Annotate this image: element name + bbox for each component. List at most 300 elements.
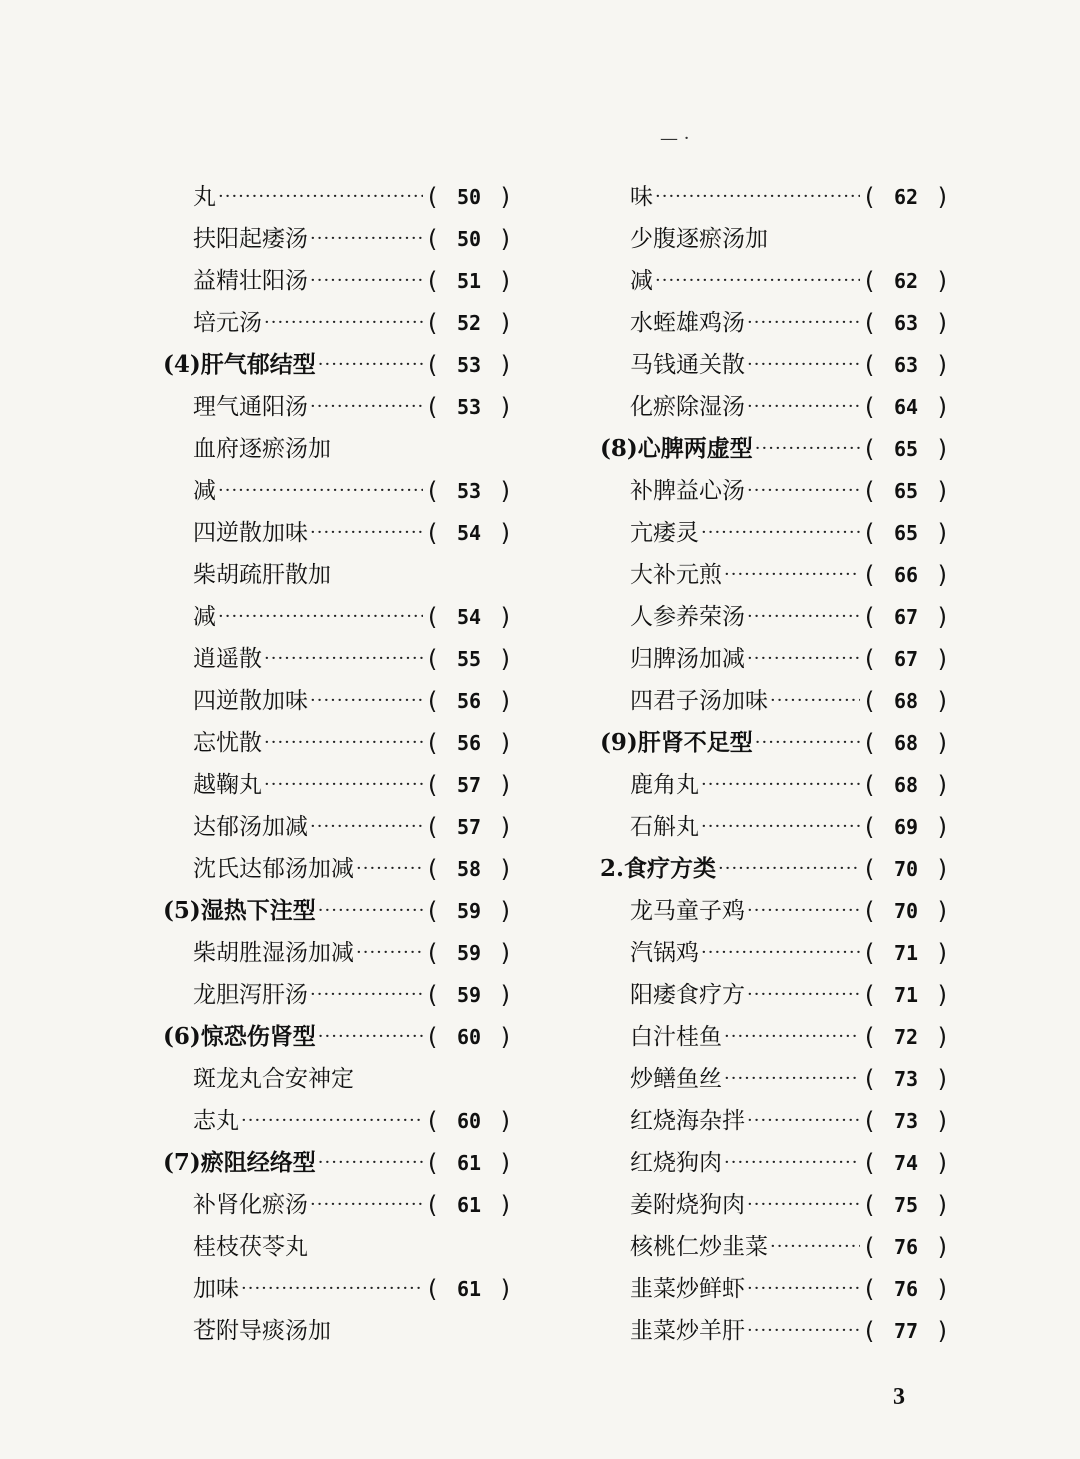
dot-leader — [747, 974, 860, 1016]
toc-entry-title: 丸 — [193, 184, 216, 210]
dot-leader — [356, 848, 423, 890]
open-paren: ( — [425, 351, 440, 379]
dot-leader — [356, 932, 423, 974]
toc-page-number: 62 — [893, 185, 919, 209]
close-paren: ) — [498, 351, 513, 379]
toc-page-number: 59 — [456, 899, 482, 923]
toc-entry — [600, 554, 950, 596]
toc-page-ref — [425, 638, 513, 680]
toc-page-number: 51 — [456, 269, 482, 293]
open-paren: ( — [862, 645, 877, 673]
dot-leader — [747, 1100, 860, 1142]
dot-leader — [701, 512, 860, 554]
toc-page-number: 57 — [456, 773, 482, 797]
toc-entry-title: 四逆散加味 — [193, 688, 308, 714]
dot-leader — [310, 260, 423, 302]
toc-entry — [163, 386, 513, 428]
open-paren: ( — [862, 1065, 877, 1093]
toc-page-ref — [425, 176, 513, 218]
toc-entry — [163, 218, 513, 260]
toc-page-ref — [862, 932, 950, 974]
toc-entry-title: 扶阳起痿汤 — [193, 226, 308, 252]
toc-page-number: 71 — [893, 941, 919, 965]
toc-page-number: 74 — [893, 1151, 919, 1175]
toc-entry-title: 志丸 — [193, 1108, 239, 1134]
toc-entry — [600, 302, 950, 344]
toc-entry — [163, 1100, 513, 1142]
toc-page-number: 72 — [893, 1025, 919, 1049]
toc-page-number: 63 — [893, 353, 919, 377]
toc-entry — [600, 932, 950, 974]
toc-right-column — [600, 176, 950, 1352]
dot-leader — [241, 1268, 423, 1310]
toc-entry-title: 逍遥散 — [193, 646, 262, 672]
toc-entry — [600, 1016, 950, 1058]
toc-page-ref — [862, 1100, 950, 1142]
close-paren: ) — [935, 1149, 950, 1177]
close-paren: ) — [498, 939, 513, 967]
toc-page-ref — [862, 554, 950, 596]
toc-page-ref — [425, 1268, 513, 1310]
open-paren: ( — [425, 1149, 440, 1177]
toc-entry — [600, 512, 950, 554]
dot-leader — [747, 386, 860, 428]
toc-page-number: 54 — [456, 521, 482, 545]
toc-page-number: 68 — [893, 689, 919, 713]
open-paren: ( — [425, 519, 440, 547]
toc-page-ref — [425, 722, 513, 764]
top-mark: — · — [660, 128, 690, 149]
close-paren: ) — [498, 603, 513, 631]
close-paren: ) — [935, 519, 950, 547]
dot-leader — [310, 1184, 423, 1226]
open-paren: ( — [862, 1191, 877, 1219]
toc-page-ref — [862, 344, 950, 386]
toc-page-ref — [862, 1226, 950, 1268]
toc-page-ref — [425, 848, 513, 890]
toc-entry-title: 补脾益心汤 — [630, 478, 745, 504]
toc-entry-title: (8)心脾两虚型 — [600, 435, 753, 462]
close-paren: ) — [935, 813, 950, 841]
toc-entry — [600, 764, 950, 806]
toc-left-column — [163, 176, 513, 1352]
toc-entry — [163, 974, 513, 1016]
toc-page-ref — [425, 806, 513, 848]
open-paren: ( — [862, 393, 877, 421]
close-paren: ) — [498, 687, 513, 715]
toc-page-ref — [862, 764, 950, 806]
toc-entry-title: 人参养荣汤 — [630, 604, 745, 630]
toc-entry-title: 韭菜炒鲜虾 — [630, 1276, 745, 1302]
toc-entry-title: 炒鳝鱼丝 — [630, 1066, 722, 1092]
toc-entry-title: 石斛丸 — [630, 814, 699, 840]
open-paren: ( — [425, 393, 440, 421]
toc-page-ref — [862, 470, 950, 512]
open-paren: ( — [425, 939, 440, 967]
toc-page-ref — [425, 974, 513, 1016]
dot-leader — [724, 1016, 860, 1058]
toc-entry-title: 补肾化瘀汤 — [193, 1192, 308, 1218]
dot-leader — [770, 1226, 860, 1268]
open-paren: ( — [862, 477, 877, 505]
close-paren: ) — [498, 477, 513, 505]
toc-section-heading — [163, 1142, 513, 1184]
toc-page-number: 53 — [456, 353, 482, 377]
toc-page-number: 59 — [456, 983, 482, 1007]
dot-leader — [747, 302, 860, 344]
dot-leader — [747, 596, 860, 638]
toc-entry — [163, 764, 513, 806]
toc-entry-title: 减 — [193, 604, 216, 630]
toc-entry-title: (4)肝气郁结型 — [163, 351, 316, 378]
toc-entry-title: 龙胆泻肝汤 — [193, 982, 308, 1008]
toc-entry — [163, 1058, 513, 1100]
close-paren: ) — [935, 1191, 950, 1219]
toc-page-ref — [862, 974, 950, 1016]
toc-entry — [600, 176, 950, 218]
toc-page-number: 63 — [893, 311, 919, 335]
toc-page-number: 62 — [893, 269, 919, 293]
toc-page-ref — [862, 596, 950, 638]
page-number: 3 — [893, 1384, 905, 1410]
toc-entry-title: 加味 — [193, 1276, 239, 1302]
toc-entry-title: (9)肝肾不足型 — [600, 729, 753, 756]
dot-leader — [718, 848, 860, 890]
close-paren: ) — [935, 309, 950, 337]
toc-entry-title: 亢痿灵 — [630, 520, 699, 546]
toc-page-number: 61 — [456, 1277, 482, 1301]
toc-page-number: 70 — [893, 899, 919, 923]
toc-section-heading — [600, 428, 950, 470]
toc-page-number: 67 — [893, 605, 919, 629]
toc-entry-title: 阳痿食疗方 — [630, 982, 745, 1008]
toc-page-ref — [862, 176, 950, 218]
close-paren: ) — [498, 897, 513, 925]
close-paren: ) — [935, 393, 950, 421]
close-paren: ) — [498, 1191, 513, 1219]
close-paren: ) — [935, 1317, 950, 1345]
open-paren: ( — [862, 309, 877, 337]
toc-page-number: 60 — [456, 1109, 482, 1133]
open-paren: ( — [862, 1023, 877, 1051]
toc-page-number: 60 — [456, 1025, 482, 1049]
toc-page-ref — [425, 260, 513, 302]
toc-entry — [163, 932, 513, 974]
dot-leader — [310, 512, 423, 554]
dot-leader — [701, 932, 860, 974]
toc-entry-title: 大补元煎 — [630, 562, 722, 588]
close-paren: ) — [935, 771, 950, 799]
toc-entry-title: 化瘀除湿汤 — [630, 394, 745, 420]
dot-leader — [701, 764, 860, 806]
open-paren: ( — [862, 519, 877, 547]
toc-entry — [600, 806, 950, 848]
toc-entry — [163, 176, 513, 218]
toc-page-number: 73 — [893, 1109, 919, 1133]
toc-entry — [600, 470, 950, 512]
open-paren: ( — [862, 561, 877, 589]
toc-page-number: 68 — [893, 773, 919, 797]
close-paren: ) — [935, 351, 950, 379]
dot-leader — [747, 1268, 860, 1310]
open-paren: ( — [425, 477, 440, 505]
open-paren: ( — [862, 435, 877, 463]
open-paren: ( — [862, 1317, 877, 1345]
toc-entry — [163, 848, 513, 890]
toc-entry-title: 姜附烧狗肉 — [630, 1192, 745, 1218]
toc-entry — [163, 1184, 513, 1226]
toc-entry-title: 少腹逐瘀汤加 — [630, 226, 768, 252]
close-paren: ) — [498, 771, 513, 799]
open-paren: ( — [862, 1233, 877, 1261]
toc-entry — [600, 1184, 950, 1226]
toc-page-number: 59 — [456, 941, 482, 965]
dot-leader — [747, 638, 860, 680]
toc-section-heading — [163, 344, 513, 386]
close-paren: ) — [498, 645, 513, 673]
toc-entry-title: 红烧海杂拌 — [630, 1108, 745, 1134]
toc-page-ref — [425, 1142, 513, 1184]
toc-page-ref — [425, 890, 513, 932]
close-paren: ) — [498, 729, 513, 757]
toc-page-number: 53 — [456, 479, 482, 503]
toc-page-ref — [862, 680, 950, 722]
toc-page-ref — [425, 764, 513, 806]
toc-entry-title: 斑龙丸合安神定 — [193, 1066, 354, 1092]
toc-page-ref — [425, 512, 513, 554]
toc-page-ref — [862, 638, 950, 680]
dot-leader — [264, 638, 423, 680]
toc-entry-title: 培元汤 — [193, 310, 262, 336]
dot-leader — [747, 470, 860, 512]
close-paren: ) — [935, 1023, 950, 1051]
toc-entry — [600, 680, 950, 722]
close-paren: ) — [935, 1275, 950, 1303]
toc-page-number: 65 — [893, 437, 919, 461]
toc-entry — [600, 596, 950, 638]
toc-entry — [163, 470, 513, 512]
toc-page-ref — [425, 596, 513, 638]
toc-entry — [163, 302, 513, 344]
dot-leader — [241, 1100, 423, 1142]
toc-entry — [600, 1226, 950, 1268]
toc-page-ref — [862, 806, 950, 848]
dot-leader — [310, 806, 423, 848]
toc-page-number: 73 — [893, 1067, 919, 1091]
toc-page-number: 68 — [893, 731, 919, 755]
dot-leader — [318, 890, 423, 932]
close-paren: ) — [498, 309, 513, 337]
toc-entry — [600, 218, 950, 260]
open-paren: ( — [425, 729, 440, 757]
toc-entry — [163, 638, 513, 680]
toc-entry-title: 2.食疗方类 — [600, 855, 717, 882]
toc-entry-title: 柴胡胜湿汤加减 — [193, 940, 354, 966]
open-paren: ( — [862, 855, 877, 883]
toc-entry-title: 归脾汤加减 — [630, 646, 745, 672]
toc-entry — [600, 890, 950, 932]
toc-page-ref — [425, 302, 513, 344]
open-paren: ( — [862, 603, 877, 631]
toc-entry-title: 白汁桂鱼 — [630, 1024, 722, 1050]
dot-leader — [724, 554, 860, 596]
toc-entry-title: (5)湿热下注型 — [163, 897, 316, 924]
close-paren: ) — [498, 225, 513, 253]
toc-entry — [163, 596, 513, 638]
open-paren: ( — [425, 813, 440, 841]
toc-page-number: 56 — [456, 731, 482, 755]
toc-entry — [600, 974, 950, 1016]
dot-leader — [747, 1184, 860, 1226]
open-paren: ( — [425, 897, 440, 925]
close-paren: ) — [935, 939, 950, 967]
open-paren: ( — [425, 645, 440, 673]
dot-leader — [318, 344, 423, 386]
toc-entry — [163, 554, 513, 596]
toc-page-number: 52 — [456, 311, 482, 335]
dot-leader — [264, 722, 423, 764]
dot-leader — [310, 974, 423, 1016]
toc-page-number: 50 — [456, 185, 482, 209]
toc-page-ref — [862, 1142, 950, 1184]
toc-entry-title: (7)瘀阻经络型 — [163, 1149, 316, 1176]
open-paren: ( — [862, 687, 877, 715]
toc-entry — [600, 260, 950, 302]
dot-leader — [755, 722, 860, 764]
toc-page-number: 70 — [893, 857, 919, 881]
toc-entry — [600, 386, 950, 428]
dot-leader — [755, 428, 860, 470]
toc-page-ref — [425, 386, 513, 428]
toc-entry — [600, 1058, 950, 1100]
close-paren: ) — [935, 561, 950, 589]
open-paren: ( — [862, 813, 877, 841]
toc-page-number: 69 — [893, 815, 919, 839]
toc-page-number: 65 — [893, 521, 919, 545]
toc-entry — [163, 680, 513, 722]
toc-entry-title: 味 — [630, 184, 653, 210]
open-paren: ( — [862, 771, 877, 799]
toc-page-ref — [862, 848, 950, 890]
toc-page-ref — [862, 260, 950, 302]
toc-entry-title: 达郁汤加减 — [193, 814, 308, 840]
open-paren: ( — [862, 1149, 877, 1177]
toc-page-number: 58 — [456, 857, 482, 881]
toc-page-ref — [862, 722, 950, 764]
close-paren: ) — [935, 267, 950, 295]
toc-entry — [600, 1142, 950, 1184]
toc-page-ref — [425, 1184, 513, 1226]
close-paren: ) — [498, 981, 513, 1009]
toc-page-number: 66 — [893, 563, 919, 587]
toc-entry-title: 减 — [630, 268, 653, 294]
toc-entry-title: 柴胡疏肝散加 — [193, 562, 331, 588]
close-paren: ) — [935, 897, 950, 925]
toc-entry-title: 越鞠丸 — [193, 772, 262, 798]
close-paren: ) — [935, 603, 950, 631]
toc-page-number: 76 — [893, 1235, 919, 1259]
toc-entry — [600, 344, 950, 386]
dot-leader — [747, 1310, 860, 1352]
toc-entry-title: 龙马童子鸡 — [630, 898, 745, 924]
toc-entry — [163, 1268, 513, 1310]
toc-section-heading — [600, 722, 950, 764]
open-paren: ( — [862, 981, 877, 1009]
close-paren: ) — [935, 1233, 950, 1261]
toc-page-ref — [862, 302, 950, 344]
toc-entry — [163, 806, 513, 848]
toc-page-number: 56 — [456, 689, 482, 713]
toc-page-number: 67 — [893, 647, 919, 671]
toc-entry-title: 鹿角丸 — [630, 772, 699, 798]
toc-page-number: 57 — [456, 815, 482, 839]
open-paren: ( — [862, 1107, 877, 1135]
close-paren: ) — [498, 1149, 513, 1177]
toc-page-number: 71 — [893, 983, 919, 1007]
close-paren: ) — [935, 477, 950, 505]
toc-section-heading — [163, 1016, 513, 1058]
close-paren: ) — [935, 729, 950, 757]
open-paren: ( — [862, 267, 877, 295]
toc-page-ref — [862, 512, 950, 554]
open-paren: ( — [425, 771, 440, 799]
dot-leader — [318, 1016, 423, 1058]
toc-page-ref — [862, 428, 950, 470]
toc-entry-title: 苍附导痰汤加 — [193, 1318, 331, 1344]
close-paren: ) — [935, 1107, 950, 1135]
toc-entry — [600, 1268, 950, 1310]
toc-page-number: 61 — [456, 1151, 482, 1175]
open-paren: ( — [862, 351, 877, 379]
dot-leader — [747, 344, 860, 386]
open-paren: ( — [862, 897, 877, 925]
close-paren: ) — [935, 687, 950, 715]
toc-page-ref — [425, 932, 513, 974]
toc-entry — [163, 260, 513, 302]
toc-page-ref — [862, 1058, 950, 1100]
toc-entry-title: 益精壮阳汤 — [193, 268, 308, 294]
toc-page-number: 55 — [456, 647, 482, 671]
toc-page-number: 54 — [456, 605, 482, 629]
toc-page-ref — [862, 1184, 950, 1226]
toc-entry — [600, 1310, 950, 1352]
open-paren: ( — [425, 1023, 440, 1051]
close-paren: ) — [498, 183, 513, 211]
dot-leader — [218, 176, 423, 218]
dot-leader — [655, 260, 860, 302]
open-paren: ( — [862, 729, 877, 757]
toc-entry-title: 四逆散加味 — [193, 520, 308, 546]
toc-entry-title: 沈氏达郁汤加减 — [193, 856, 354, 882]
close-paren: ) — [498, 1275, 513, 1303]
toc-page-ref — [862, 386, 950, 428]
toc-page-number: 61 — [456, 1193, 482, 1217]
close-paren: ) — [498, 855, 513, 883]
toc-entry — [600, 1100, 950, 1142]
dot-leader — [310, 386, 423, 428]
close-paren: ) — [935, 645, 950, 673]
close-paren: ) — [498, 267, 513, 295]
toc-page-number: 64 — [893, 395, 919, 419]
dot-leader — [724, 1058, 860, 1100]
toc-entry-title: 减 — [193, 478, 216, 504]
toc-entry-title: 四君子汤加味 — [630, 688, 768, 714]
open-paren: ( — [425, 225, 440, 253]
close-paren: ) — [498, 1023, 513, 1051]
toc-page-number: 50 — [456, 227, 482, 251]
toc-page-number: 77 — [893, 1319, 919, 1343]
open-paren: ( — [425, 855, 440, 883]
